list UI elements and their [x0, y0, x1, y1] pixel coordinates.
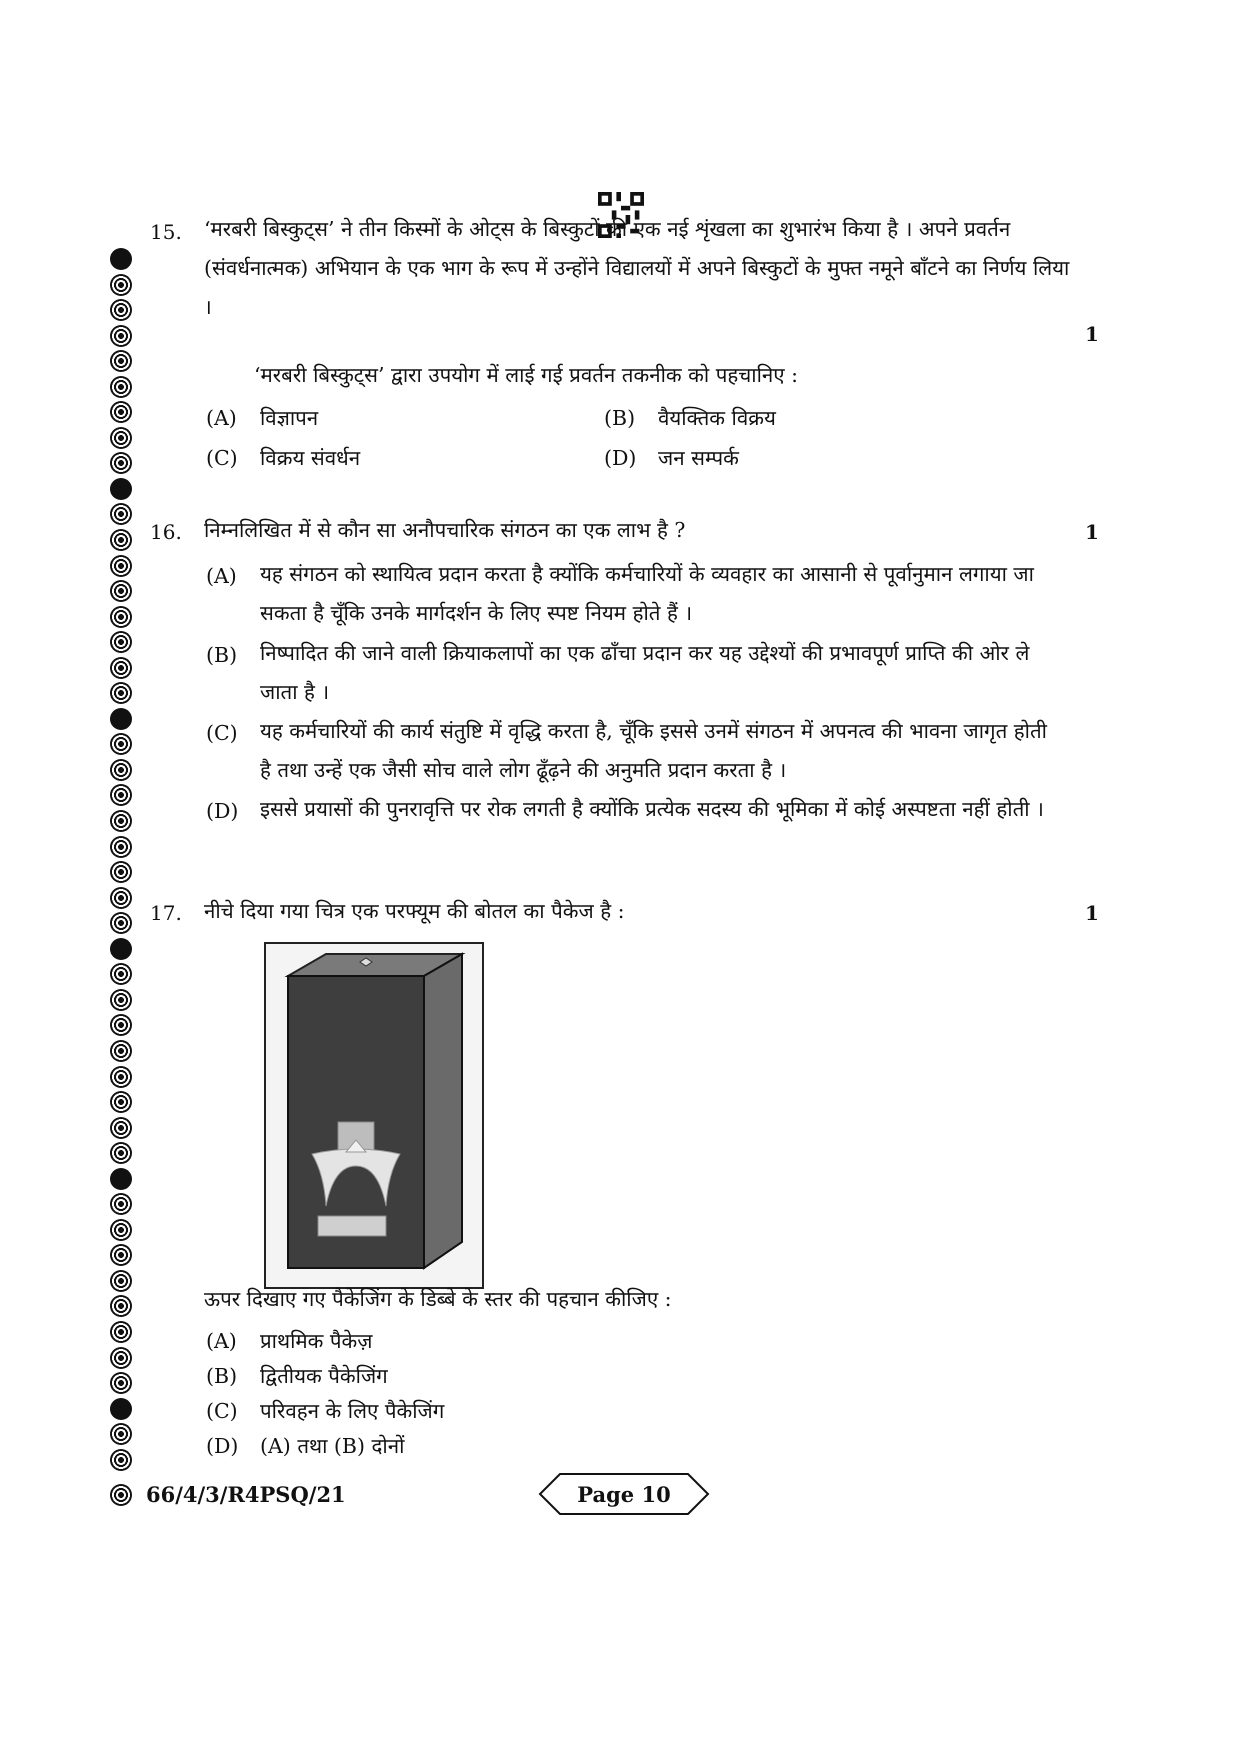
option-c[interactable]: [206, 444, 360, 472]
margin-ring-icon: [110, 1040, 132, 1062]
margin-ring-icon: [110, 733, 132, 755]
option-label: (D): [604, 446, 637, 470]
option-a[interactable]: [206, 1327, 373, 1355]
margin-ring-icon: [110, 478, 132, 500]
margin-ring-icon: [110, 1193, 132, 1215]
option-a[interactable]: [206, 564, 1054, 633]
margin-ring-icon: [110, 1168, 132, 1190]
margin-ring-icon: [110, 887, 132, 909]
margin-ring-icon: [110, 325, 132, 347]
margin-ring-icon: [110, 963, 132, 985]
option-label: (C): [206, 721, 238, 745]
question-text: निम्नलिखित में से कौन सा अनौपचारिक संगठन का एक लाभ है ?: [204, 518, 686, 542]
margin-ring-icon: [110, 452, 132, 474]
marks: 1: [1085, 322, 1099, 346]
option-label: (D): [206, 799, 239, 823]
marks: 1: [1085, 520, 1099, 544]
margin-ring-icon: [110, 1142, 132, 1164]
option-text: विज्ञापन: [260, 406, 319, 430]
perfume-box-drawing: [266, 944, 482, 1287]
option-text: विक्रय संवर्धन: [260, 446, 361, 470]
margin-ring-icon: [110, 274, 132, 296]
option-label: (C): [206, 1399, 238, 1423]
margin-ring-icon: [110, 1295, 132, 1317]
option-label: (C): [206, 446, 238, 470]
question-number: 16.: [150, 520, 182, 544]
margin-ring-icon: [110, 836, 132, 858]
option-b[interactable]: [206, 643, 1054, 712]
margin-ring-icon: [110, 810, 132, 832]
question-text: ‘मरबरी बिस्कुट्स’ ने तीन किस्मों के ओट्स के बिस्कुटों की एक नई शृंखला का शुभारंभ किया है । अपने प्रवर्तन (संवर्धनात्मक) अभियान के एक भाग के रूप में उन्होंने विद्यालयों में अपने बिस्कुटों के मुफ्त नमूने बाँटने का निर्णय लिया ।: [204, 217, 1070, 319]
option-a[interactable]: [206, 404, 318, 432]
option-label: (A): [206, 406, 237, 430]
margin-ring-icon: [110, 912, 132, 934]
margin-ring-icon: [110, 1321, 132, 1343]
perfume-package-image: [264, 942, 484, 1289]
option-text: निष्पादित की जाने वाली क्रियाकलापों का एक ढाँचा प्रदान कर यह उद्देश्यों की प्रभावपूर्ण प्राप्ति की ओर ले जाता है ।: [260, 641, 1030, 704]
margin-ring-icon: [110, 1117, 132, 1139]
question-text: नीचे दिया गया चित्र एक परफ्यूम की बोतल का पैकेज है :: [204, 899, 625, 923]
page-number: Page 10: [577, 1482, 671, 1507]
margin-ring-icon: [110, 580, 132, 602]
option-text: यह संगठन को स्थायित्व प्रदान करता है क्योंकि कर्मचारियों के व्यवहार का आसानी से पूर्वानुमान लगाया जा सकता है चूँकि उनके मार्गदर्शन के लिए स्पष्ट नियम होते हैं ।: [260, 562, 1034, 625]
paper-code: 66/4/3/R4PSQ/21: [146, 1482, 346, 1507]
option-label: (A): [206, 1329, 237, 1353]
page-number-badge: [538, 1472, 710, 1516]
margin-ring-icon: [110, 1066, 132, 1088]
margin-ring-icon: [110, 989, 132, 1011]
margin-ring-icon: [110, 1091, 132, 1113]
margin-ring-icon: [110, 1347, 132, 1369]
margin-ring-icon: [110, 682, 132, 704]
option-b[interactable]: [206, 1362, 388, 1390]
option-text: इससे प्रयासों की पुनरावृत्ति पर रोक लगती है क्योंकि प्रत्येक सदस्य की भूमिका में कोई अस्पष्टता नहीं होती ।: [260, 797, 1044, 821]
option-text: प्राथमिक पैकेज़: [260, 1329, 373, 1353]
margin-ring-icon: [110, 938, 132, 960]
option-d[interactable]: [206, 1432, 404, 1460]
margin-ring-strip: [108, 248, 138, 1474]
margin-ring-icon: [110, 1244, 132, 1266]
footer-ring-icon: [110, 1484, 132, 1506]
option-label: (D): [206, 1434, 239, 1458]
margin-ring-icon: [110, 401, 132, 423]
margin-ring-icon: [110, 1270, 132, 1292]
margin-ring-icon: [110, 1398, 132, 1420]
option-text: जन सम्पर्क: [658, 446, 739, 470]
question-prompt: ‘मरबरी बिस्कुट्स’ द्वारा उपयोग में लाई गई प्रवर्तन तकनीक को पहचानिए :: [254, 363, 799, 387]
option-c[interactable]: [206, 1397, 444, 1425]
option-text: परिवहन के लिए पैकेजिंग: [260, 1399, 445, 1423]
option-c[interactable]: [206, 721, 1054, 790]
option-d[interactable]: [604, 444, 739, 472]
option-label: (B): [604, 406, 636, 430]
margin-ring-icon: [110, 861, 132, 883]
margin-ring-icon: [110, 1449, 132, 1471]
option-text: द्वितीयक पैकेजिंग: [260, 1364, 388, 1388]
margin-ring-icon: [110, 1423, 132, 1445]
margin-ring-icon: [110, 657, 132, 679]
option-text: (A) तथा (B) दोनों: [260, 1434, 405, 1458]
option-label: (B): [206, 1364, 238, 1388]
question-prompt: ऊपर दिखाए गए पैकेजिंग के डिब्बे के स्तर की पहचान कीजिए :: [204, 1287, 672, 1311]
margin-ring-icon: [110, 759, 132, 781]
margin-ring-icon: [110, 529, 132, 551]
margin-ring-icon: [110, 1219, 132, 1241]
marks: 1: [1085, 901, 1099, 925]
margin-ring-icon: [110, 784, 132, 806]
option-text: वैयक्तिक विक्रय: [658, 406, 776, 430]
option-label: (B): [206, 643, 238, 667]
margin-ring-icon: [110, 427, 132, 449]
question-number: 15.: [150, 220, 182, 244]
question-number: 17.: [150, 901, 182, 925]
option-text: यह कर्मचारियों की कार्य संतुष्टि में वृद्धि करता है, चूँकि इससे उनमें संगठन में अपनत्व की भावना जागृत होती है तथा उन्हें एक जैसी सोच वाले लोग ढूँढ़ने की अनुमति प्रदान करता है ।: [260, 719, 1047, 782]
margin-ring-icon: [110, 631, 132, 653]
margin-ring-icon: [110, 555, 132, 577]
margin-ring-icon: [110, 606, 132, 628]
option-b[interactable]: [604, 404, 776, 432]
margin-ring-icon: [110, 708, 132, 730]
margin-ring-icon: [110, 248, 132, 270]
margin-ring-icon: [110, 350, 132, 372]
margin-ring-icon: [110, 503, 132, 525]
margin-ring-icon: [110, 1372, 132, 1394]
margin-ring-icon: [110, 1014, 132, 1036]
option-d[interactable]: [206, 799, 1054, 829]
margin-ring-icon: [110, 376, 132, 398]
option-label: (A): [206, 564, 237, 588]
margin-ring-icon: [110, 299, 132, 321]
